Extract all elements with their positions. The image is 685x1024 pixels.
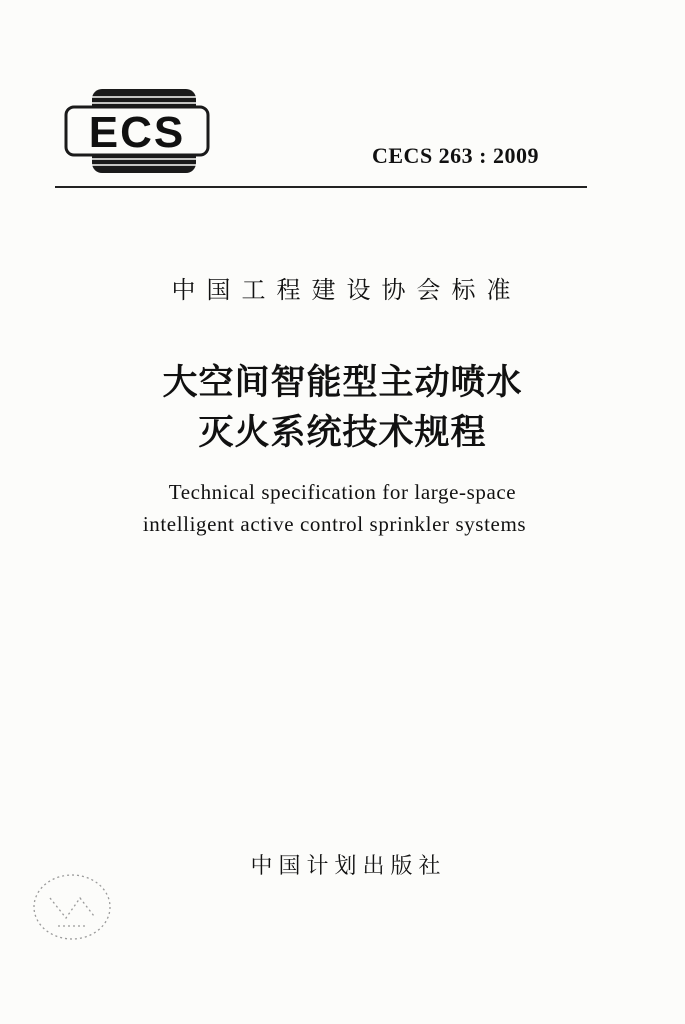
svg-text:ECS: ECS bbox=[88, 108, 186, 157]
title-en-line1: Technical specification for large-space bbox=[168, 480, 517, 504]
title-zh-line1: 大空间智能型主动喷水 bbox=[162, 363, 523, 403]
title-zh-line2: 灭火系统技术规程 bbox=[198, 413, 487, 453]
title-en-line2: intelligent active control sprinkler systems bbox=[142, 512, 527, 536]
publisher-name: 中国计划出版社 bbox=[250, 854, 447, 879]
ecs-logo bbox=[62, 85, 212, 177]
faded-stamp-mark bbox=[28, 868, 116, 946]
standard-code: CECS 263 : 2009 bbox=[372, 143, 540, 168]
association-name: 中国工程建设协会标准 bbox=[171, 276, 522, 304]
header-divider bbox=[55, 186, 587, 188]
